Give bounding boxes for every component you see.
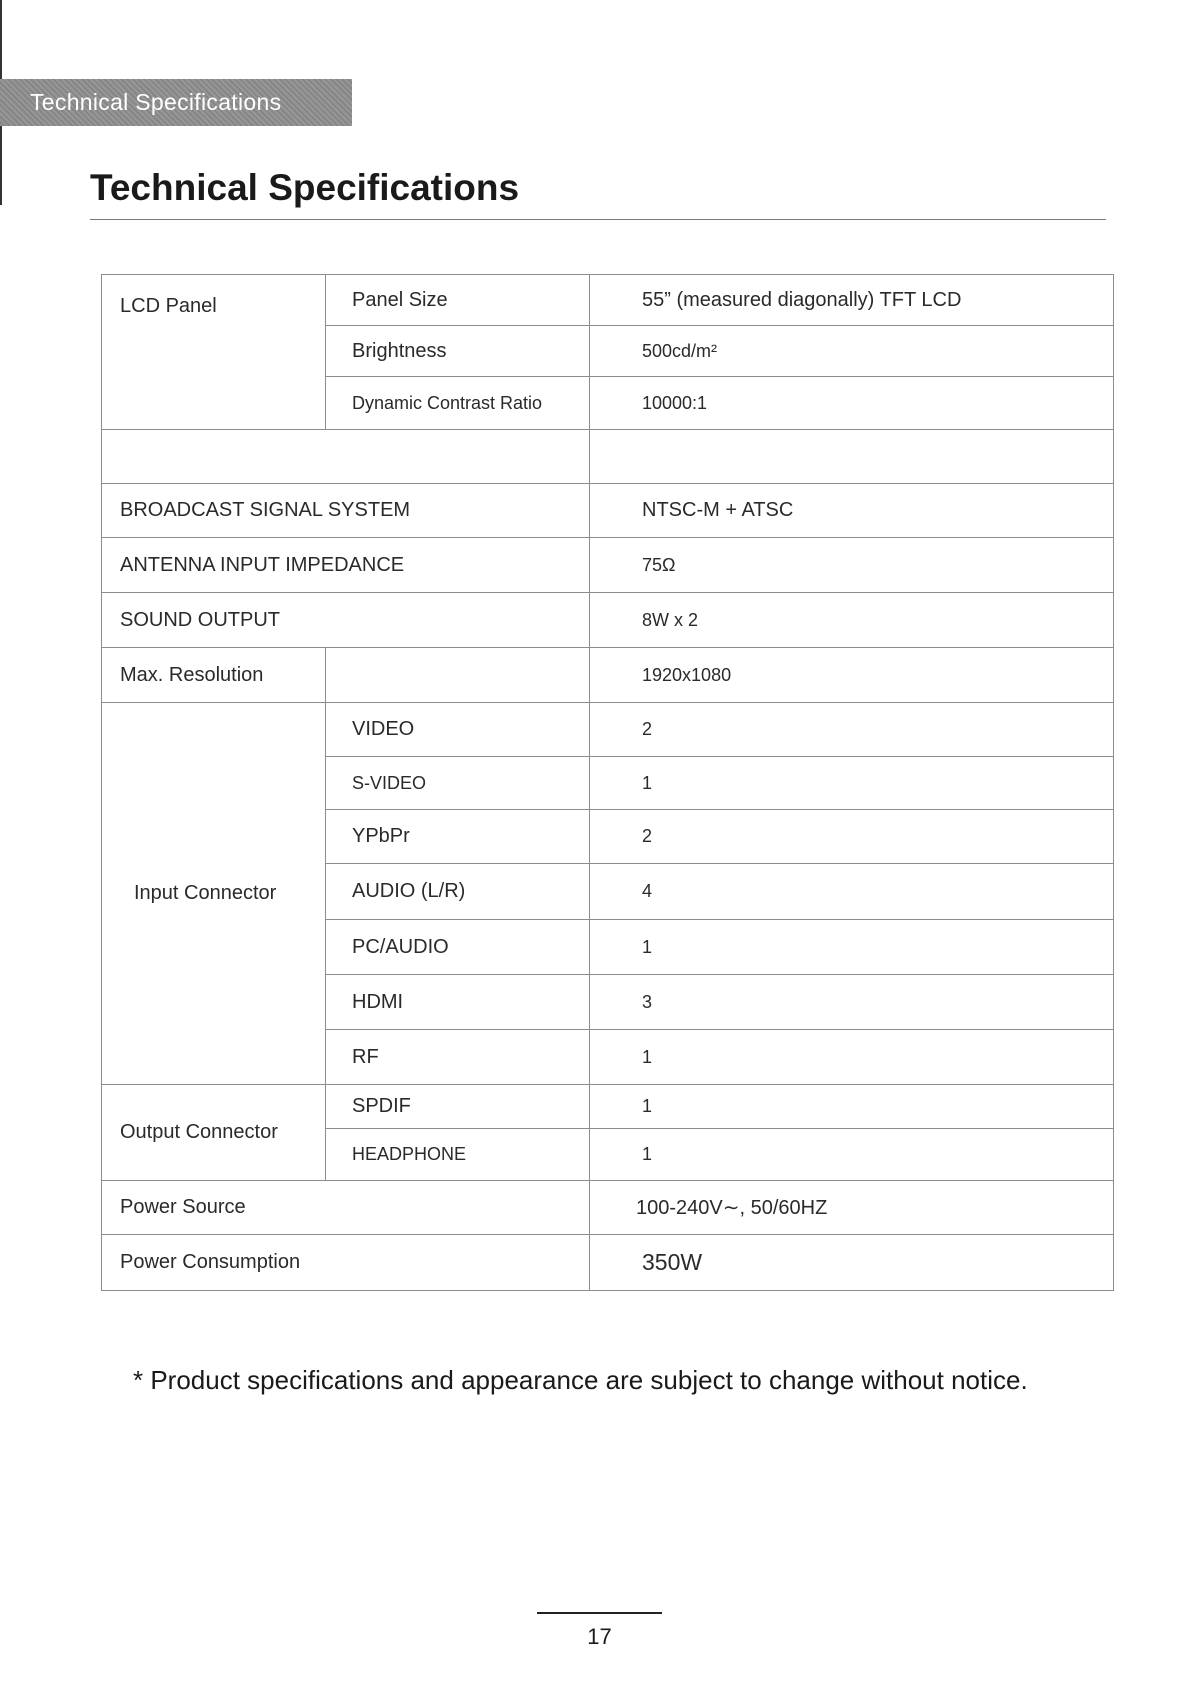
input-name: AUDIO (L/R) <box>326 864 590 920</box>
input-count: 1 <box>590 757 1114 810</box>
title-divider <box>90 219 1106 220</box>
input-count: 2 <box>590 810 1114 864</box>
antenna-value: 75Ω <box>590 538 1114 593</box>
table-row <box>102 1181 1114 1235</box>
contrast-value: 10000:1 <box>590 377 1114 430</box>
page-title: Technical Specifications <box>90 167 520 208</box>
panel-size-label: Panel Size <box>326 275 590 326</box>
empty-cell <box>590 430 1114 484</box>
input-name: HDMI <box>326 975 590 1030</box>
table-row <box>102 703 1114 757</box>
input-count: 3 <box>590 975 1114 1030</box>
input-count: 2 <box>590 703 1114 757</box>
input-count: 1 <box>590 920 1114 975</box>
contrast-label: Dynamic Contrast Ratio <box>326 377 590 430</box>
table-row <box>102 484 1114 538</box>
table-row <box>102 648 1114 703</box>
output-connector-label: Output Connector <box>102 1085 326 1181</box>
table-row <box>102 1085 1114 1129</box>
footnote: * Product specifications and appearance are subject to change without notice. <box>133 1365 1028 1395</box>
power-source-label: Power Source <box>102 1181 590 1235</box>
input-name: PC/AUDIO <box>326 920 590 975</box>
antenna-label: ANTENNA INPUT IMPEDANCE <box>102 538 590 593</box>
input-name: VIDEO <box>326 703 590 757</box>
input-count: 4 <box>590 864 1114 920</box>
brightness-label: Brightness <box>326 326 590 377</box>
empty-row <box>102 430 1114 484</box>
panel-size-value: 55” (measured diagonally) TFT LCD <box>590 275 1114 326</box>
lcd-panel-label: LCD Panel <box>102 275 326 430</box>
broadcast-label: BROADCAST SIGNAL SYSTEM <box>102 484 590 538</box>
output-name: HEADPHONE <box>326 1129 590 1181</box>
table-row <box>102 538 1114 593</box>
output-count: 1 <box>590 1129 1114 1181</box>
broadcast-value: NTSC-M + ATSC <box>590 484 1114 538</box>
output-name: SPDIF <box>326 1085 590 1129</box>
resolution-label: Max. Resolution <box>102 648 326 703</box>
empty-cell <box>102 430 590 484</box>
resolution-value: 1920x1080 <box>590 648 1114 703</box>
input-connector-label: Input Connector <box>102 703 326 1085</box>
power-consumption-label: Power Consumption <box>102 1235 590 1291</box>
input-name: YPbPr <box>326 810 590 864</box>
sound-label: SOUND OUTPUT <box>102 593 590 648</box>
page-number: 17 <box>587 1624 612 1649</box>
input-name: RF <box>326 1030 590 1085</box>
page-number-rule <box>537 1612 662 1614</box>
spec-table <box>101 274 1114 1291</box>
sound-value: 8W x 2 <box>590 593 1114 648</box>
table-row <box>102 1235 1114 1291</box>
table-row <box>102 593 1114 648</box>
brightness-value: 500cd/m² <box>590 326 1114 377</box>
section-tab: Technical Specifications <box>0 79 352 126</box>
empty-cell <box>326 648 590 703</box>
input-name: S-VIDEO <box>326 757 590 810</box>
output-count: 1 <box>590 1085 1114 1129</box>
input-count: 1 <box>590 1030 1114 1085</box>
table-row <box>102 275 1114 326</box>
power-source-value: 100-240V∼, 50/60HZ <box>590 1181 1114 1235</box>
power-consumption-value: 350W <box>590 1235 1114 1291</box>
